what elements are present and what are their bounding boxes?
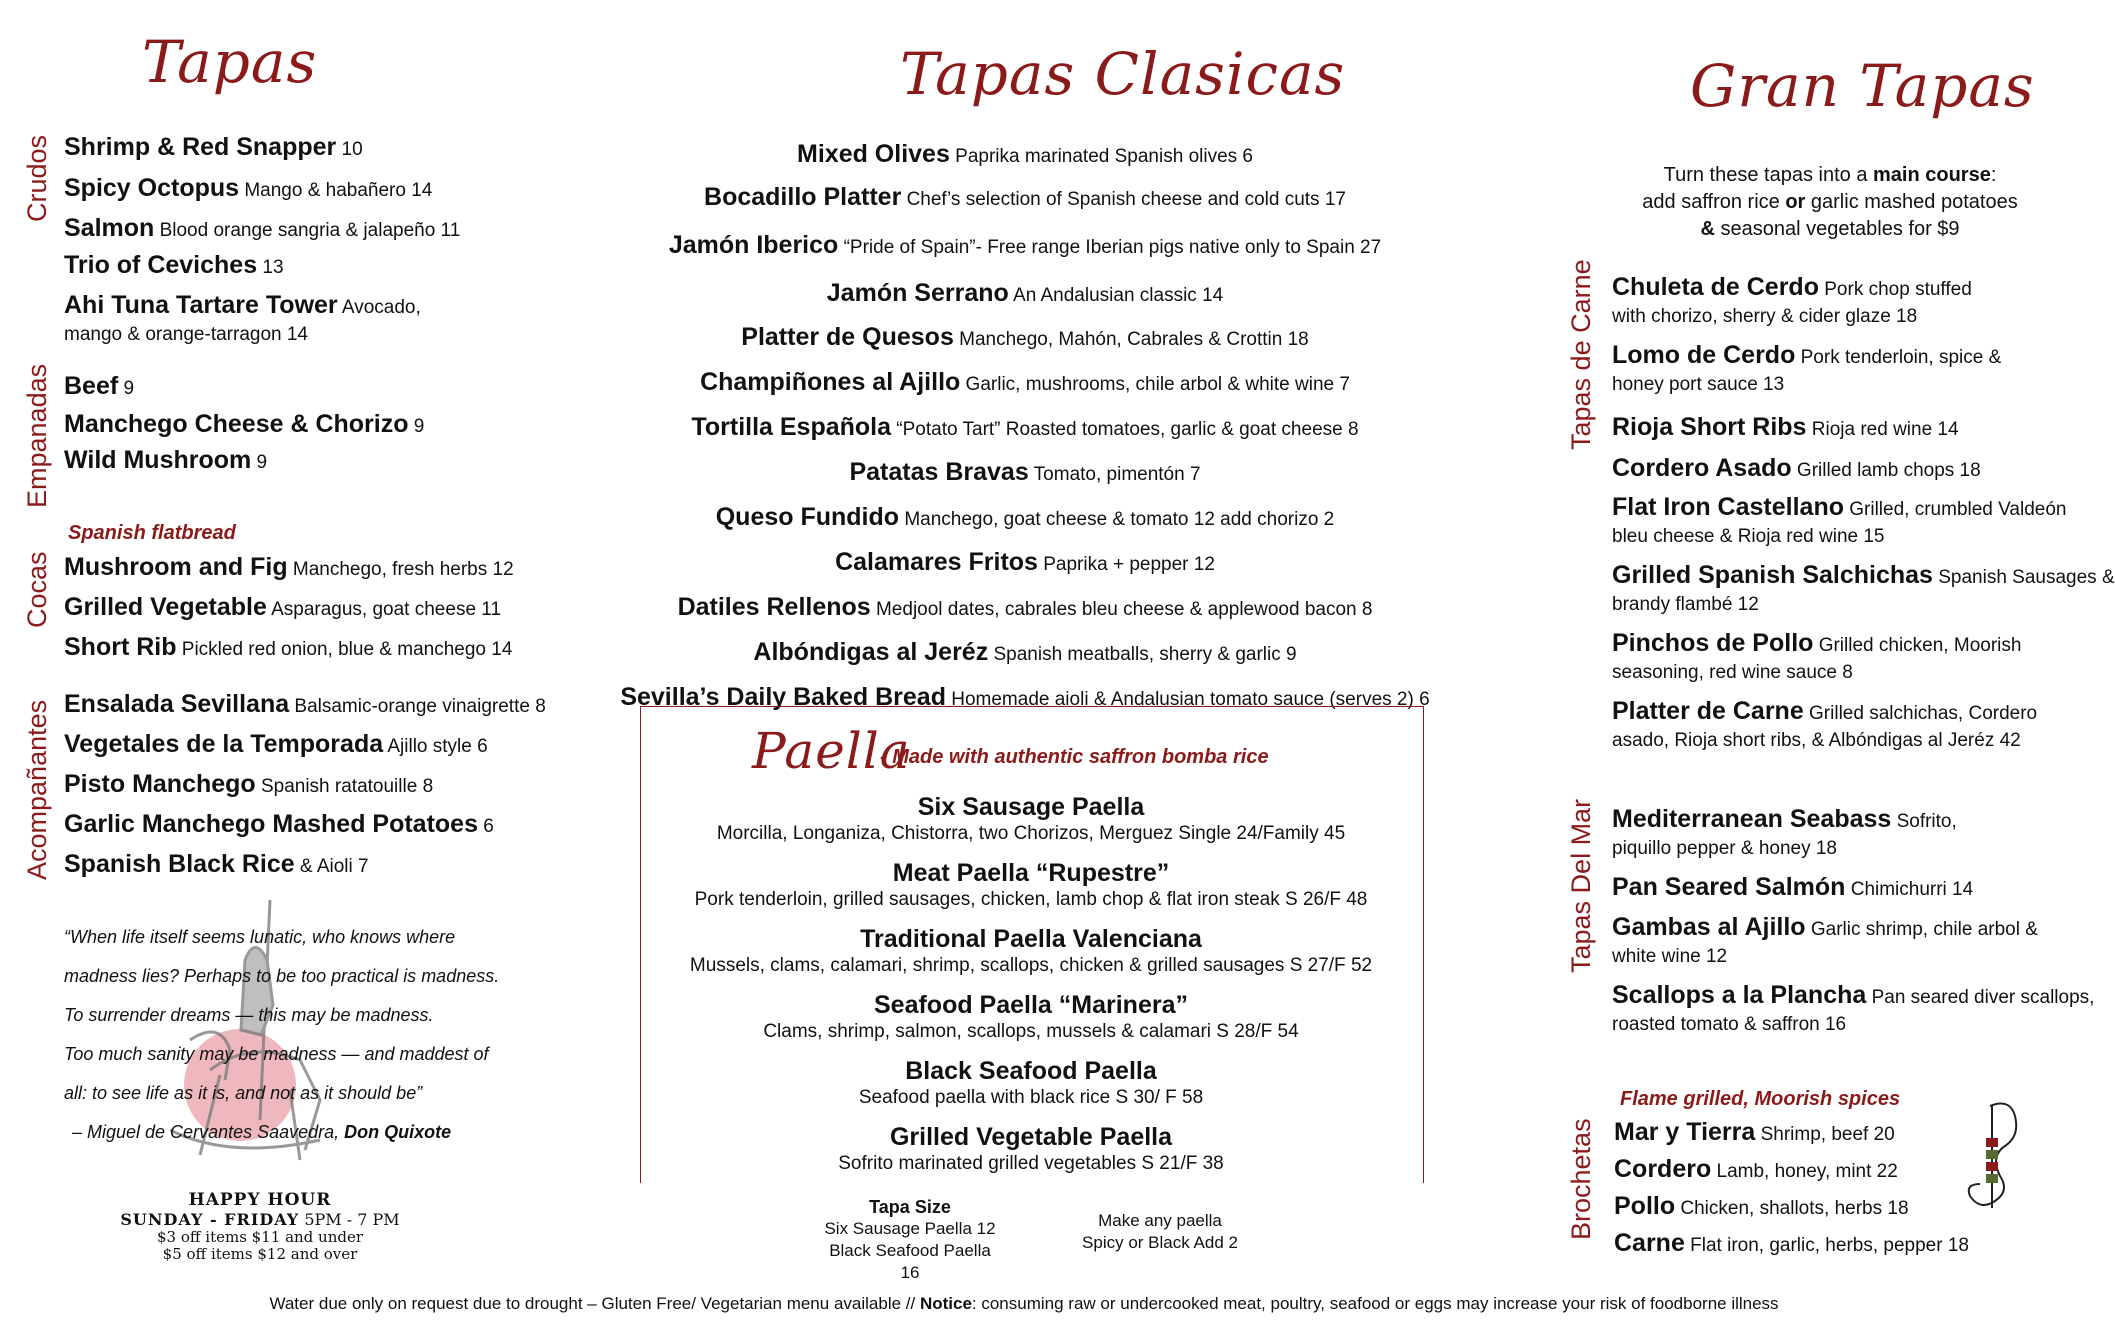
brochetas-note: Flame grilled, Moorish spices: [1620, 1088, 1901, 1110]
main-course-note: [1580, 162, 2080, 243]
item-desc: Medjool dates, cabrales bleu cheese & applewood bacon 8: [870, 599, 1373, 620]
item-desc: Ajillo style 6: [383, 736, 488, 757]
menu-item: [1612, 630, 2021, 686]
paella-desc: Seafood paella with black rice S 30/ F 58: [858, 1087, 1204, 1108]
spicy-line: Spicy or Black Add 2: [1082, 1233, 1238, 1252]
item-name: Champiñones al Ajillo: [700, 368, 961, 396]
item-desc: Pickled red onion, blue & manchego 14: [176, 639, 513, 660]
item-name: Lomo de Cerdo: [1612, 341, 1796, 369]
item-desc: 6: [478, 816, 494, 837]
item-desc: 9: [251, 452, 268, 473]
item-desc: Pork chop stuffed: [1818, 279, 1972, 300]
item-name: Pinchos de Pollo: [1612, 629, 1814, 657]
paella-item: [640, 924, 1422, 978]
item-desc: Grilled lamb chops 18: [1791, 460, 1981, 481]
paella-item: [640, 1122, 1422, 1176]
menu-item: [1612, 414, 1959, 443]
item-name: Vegetales de la Temporada: [64, 730, 384, 758]
item-name: Mixed Olives: [797, 140, 950, 168]
item-desc: Spanish ratatouille 8: [255, 776, 434, 797]
quote-attribution: [64, 1113, 499, 1152]
quote-line: “When life itself seems lunatic, who knows where: [64, 927, 456, 947]
menu-item: [64, 134, 363, 163]
intro-text: :: [1990, 164, 1997, 186]
paella-name: Six Sausage Paella: [917, 793, 1145, 821]
menu-item: [1612, 874, 1973, 903]
menu-item: [64, 771, 433, 800]
item-name: Queso Fundido: [715, 503, 900, 531]
item-desc: 9: [118, 378, 135, 399]
item-name: Sevilla’s Daily Baked Bread: [620, 683, 946, 711]
section-label-brochetas: Brochetas: [1566, 1118, 1596, 1240]
menu-item: [600, 541, 1450, 586]
menu-item: [600, 586, 1450, 631]
item-desc: Grilled salchichas, Cordero: [1803, 703, 2038, 724]
paella-item: [640, 792, 1422, 846]
item-name: Pan Seared Salmón: [1612, 873, 1846, 901]
item-desc: Paprika marinated Spanish olives 6: [949, 146, 1253, 167]
item-name: Jamón Iberico: [668, 231, 839, 259]
item-name: Ensalada Sevillana: [64, 690, 290, 718]
item-desc: Grilled, crumbled Valdeón: [1843, 499, 2067, 520]
paella-name: Seafood Paella “Marinera”: [873, 991, 1188, 1019]
paella-desc: Sofrito marinated grilled vegetables S 21/F 38: [838, 1153, 1224, 1174]
item-name: Flat Iron Castellano: [1612, 493, 1844, 521]
intro-bold: or: [1785, 191, 1806, 213]
item-desc: Mango & habañero 14: [239, 180, 433, 201]
section-label-tapas-del-mar: Tapas Del Mar: [1566, 798, 1596, 973]
paella-item: [640, 858, 1422, 912]
item-desc: Avocado,: [337, 297, 421, 318]
gran-tapas-title: Gran Tapas: [1690, 52, 2035, 120]
item-name: Salmon: [64, 214, 155, 242]
item-sub: honey port sauce 13: [1612, 374, 1785, 395]
item-desc: Garlic shrimp, chile arbol &: [1805, 919, 2038, 940]
menu-item: [600, 631, 1450, 676]
menu-item: [64, 252, 284, 281]
menu-item: [600, 273, 1450, 316]
section-label-empanadas: Empanadas: [22, 363, 52, 508]
item-name: Platter de Carne: [1612, 697, 1804, 725]
intro-text: Turn these tapas into a: [1663, 164, 1873, 186]
item-desc: 10: [336, 139, 363, 160]
item-desc: Garlic, mushrooms, chile arbol & white wine 7: [960, 374, 1350, 395]
item-name: Beef: [64, 372, 119, 400]
tapas-clasicas-title: Tapas Clasicas: [900, 40, 1346, 108]
item-name: Wild Mushroom: [64, 446, 252, 474]
item-desc: Homemade aioli & Andalusian tomato sauce (serves 2) 6: [945, 689, 1430, 710]
menu-item: [600, 451, 1450, 496]
item-desc: 13: [257, 257, 284, 278]
menu-item: [1614, 1230, 1969, 1259]
menu-item: [64, 175, 432, 204]
item-name: Manchego Cheese & Chorizo: [64, 410, 409, 438]
menu-item: [600, 220, 1450, 273]
item-name: Cordero Asado: [1612, 454, 1792, 482]
tapa-size: [820, 1196, 1000, 1284]
menu-item: [64, 811, 494, 840]
item-desc: Lamb, honey, mint 22: [1711, 1161, 1898, 1182]
paella-desc: Clams, shrimp, salmon, scallops, mussels & calamari S 28/F 54: [763, 1021, 1299, 1042]
item-desc: Rioja red wine 14: [1806, 419, 1959, 440]
item-name: Calamares Fritos: [835, 548, 1038, 576]
quote-line: madness lies? Perhaps to be too practical is madness.: [64, 966, 500, 986]
menu-item: [1612, 914, 2038, 970]
clasicas-list: [600, 134, 1450, 721]
menu-item: [64, 554, 514, 583]
item-sub: with chorizo, sherry & cider glaze 18: [1612, 306, 1918, 327]
item-name: Bocadillo Platter: [704, 183, 902, 211]
item-name: Trio of Ceviches: [64, 251, 258, 279]
menu-item: [64, 215, 460, 244]
skewer-illustration: [1960, 1098, 2030, 1218]
item-desc: Balsamic-orange vinaigrette 8: [289, 696, 546, 717]
section-label-cocas: Cocas: [22, 551, 52, 628]
happy-hour-line: $3 off items $11 and under: [156, 1228, 364, 1246]
tapas-title: Tapas: [142, 28, 318, 96]
spicy-line: Make any paella: [1098, 1211, 1222, 1230]
happy-hour-time: 5PM - 7 PM: [299, 1210, 400, 1229]
item-desc: Tomato, pimentón 7: [1028, 464, 1201, 485]
item-name: Patatas Bravas: [849, 458, 1029, 486]
flatbread-note: Spanish flatbread: [68, 522, 236, 544]
paella-item: [640, 1056, 1422, 1110]
quote-line: To surrender dreams — this may be madness.: [64, 1005, 434, 1025]
menu-item: [64, 691, 546, 720]
item-desc: An Andalusian classic 14: [1008, 285, 1224, 306]
tapa-size-line: Six Sausage Paella 12: [824, 1219, 996, 1238]
intro-text: seasonal vegetables for $9: [1714, 218, 1960, 240]
footer-notice: [0, 1294, 2048, 1314]
menu-item: [64, 851, 369, 880]
item-sub: roasted tomato & saffron 16: [1612, 1014, 1847, 1035]
menu-item: [1614, 1119, 1895, 1148]
happy-hour-days: SUNDAY - FRIDAY: [120, 1210, 300, 1229]
section-label-tapas-de-carne: Tapas de Carne: [1566, 259, 1596, 450]
menu-item: [1612, 342, 2001, 398]
item-name: Garlic Manchego Mashed Potatoes: [64, 810, 478, 838]
intro-text: garlic mashed potatoes: [1805, 191, 2018, 213]
menu-item: [1612, 982, 2094, 1038]
item-sub: brandy flambé 12: [1612, 594, 1759, 615]
item-desc: Asparagus, goat cheese 11: [266, 599, 502, 620]
quote-book: Don Quixote: [344, 1122, 452, 1142]
item-name: Short Rib: [64, 633, 177, 661]
item-desc: Chimichurri 14: [1845, 879, 1974, 900]
item-name: Ahi Tuna Tartare Tower: [64, 291, 338, 319]
happy-hour-line: $5 off items $12 and over: [162, 1245, 358, 1263]
menu-item: [64, 634, 512, 663]
item-desc: Chef’s selection of Spanish cheese and cold cuts 17: [901, 189, 1346, 210]
item-name: Mushroom and Fig: [64, 553, 288, 581]
item-desc: Grilled chicken, Moorish: [1813, 635, 2022, 656]
quote: [64, 918, 499, 1152]
item-sub: seasoning, red wine sauce 8: [1612, 662, 1853, 683]
item-desc: “Potato Tart” Roasted tomatoes, garlic & goat cheese 8: [891, 419, 1359, 440]
item-desc: Pan seared diver scallops,: [1866, 987, 2095, 1008]
menu-item: [1612, 806, 1957, 862]
item-name: Datiles Rellenos: [677, 593, 871, 621]
footer-text: : consuming raw or undercooked meat, poultry, seafood or eggs may increase your risk of foodborne illness: [971, 1294, 1779, 1313]
item-name: Albóndigas al Jeréz: [753, 638, 989, 666]
happy-hour-title: HAPPY HOUR: [188, 1190, 332, 1210]
item-sub: bleu cheese & Rioja red wine 15: [1612, 526, 1885, 547]
item-desc: “Pride of Spain”- Free range Iberian pigs native only to Spain 27: [838, 237, 1382, 258]
item-desc: Spanish Sausages &: [1932, 567, 2115, 588]
item-desc: Flat iron, garlic, herbs, pepper 18: [1684, 1235, 1969, 1256]
menu-item: [1614, 1156, 1898, 1185]
section-label-acompanantes: Acompañantes: [22, 699, 52, 880]
item-desc: Manchego, goat cheese & tomato 12 add chorizo 2: [899, 509, 1335, 530]
menu-item: [64, 594, 501, 623]
item-desc: Pork tenderloin, spice &: [1795, 347, 2002, 368]
item-desc: Chicken, shallots, herbs 18: [1675, 1198, 1909, 1219]
item-sub: asado, Rioja short ribs, & Albóndigas al Jeréz 42: [1612, 730, 2021, 751]
item-name: Gambas al Ajillo: [1612, 913, 1806, 941]
intro-bold: &: [1700, 218, 1715, 240]
footer-notice-label: Notice: [919, 1294, 972, 1313]
menu-item: [1612, 494, 2066, 550]
item-name: Cordero: [1614, 1155, 1712, 1183]
paella-name: Black Seafood Paella: [905, 1057, 1157, 1085]
section-label-crudos: Crudos: [22, 134, 52, 222]
item-name: Tortilla Española: [691, 413, 892, 441]
item-name: Platter de Quesos: [741, 323, 954, 351]
paella-desc: Pork tenderloin, grilled sausages, chicken, lamb chop & flat iron steak S 26/F 48: [694, 889, 1368, 910]
item-sub: mango & orange-tarragon 14: [64, 324, 308, 345]
intro-text: add saffron rice: [1642, 191, 1786, 213]
menu-item: [600, 316, 1450, 361]
paella-item: [640, 990, 1422, 1044]
happy-hour: [110, 1190, 410, 1263]
paella-name: Traditional Paella Valenciana: [860, 925, 1202, 953]
item-name: Spanish Black Rice: [64, 850, 295, 878]
menu-item: [1614, 1193, 1909, 1222]
menu-item: [64, 292, 421, 348]
menu-item: [1612, 698, 2037, 754]
item-name: Spicy Octopus: [64, 174, 240, 202]
menu-item: [1612, 455, 1981, 484]
paella-title: Paella: [752, 722, 911, 780]
item-name: Grilled Vegetable: [64, 593, 267, 621]
menu-item: [64, 373, 134, 402]
quote-author: – Miguel de Cervantes Saavedra,: [72, 1122, 345, 1142]
item-name: Rioja Short Ribs: [1612, 413, 1807, 441]
spicy-note: [1070, 1210, 1250, 1254]
paella-desc: Mussels, clams, calamari, shrimp, scallops, chicken & grilled sausages S 27/F 52: [689, 955, 1373, 976]
menu-item: [600, 496, 1450, 541]
menu-item: [1612, 274, 1972, 330]
item-desc: Manchego, fresh herbs 12: [287, 559, 514, 580]
menu-item: [600, 177, 1450, 220]
item-desc: Shrimp, beef 20: [1755, 1124, 1895, 1145]
item-desc: Sofrito,: [1891, 811, 1957, 832]
item-desc: Blood orange sangria & jalapeño 11: [154, 220, 461, 241]
item-sub: white wine 12: [1612, 946, 1728, 967]
item-name: Pisto Manchego: [64, 770, 256, 798]
paella-name: Grilled Vegetable Paella: [889, 1123, 1173, 1151]
item-name: Jamón Serrano: [826, 279, 1009, 307]
quote-line: all: to see life as it is, and not as it should be”: [64, 1083, 423, 1103]
item-desc: Paprika + pepper 12: [1037, 554, 1215, 575]
paella-tagline: - Made with authentic saffron bomba rice: [880, 746, 1269, 768]
tapa-size-title: Tapa Size: [869, 1197, 951, 1217]
intro-bold: main course: [1873, 164, 1991, 186]
quote-line: Too much sanity may be madness — and maddest of: [64, 1044, 489, 1064]
paella-list: [640, 792, 1422, 1188]
menu-item: [600, 361, 1450, 406]
item-name: Grilled Spanish Salchichas: [1612, 561, 1933, 589]
menu-item: [600, 134, 1450, 177]
item-desc: 9: [408, 416, 425, 437]
item-desc: Manchego, Mahón, Cabrales & Crottin 18: [953, 329, 1309, 350]
menu-item: [64, 731, 488, 760]
tapa-size-line: Black Seafood Paella 16: [829, 1241, 991, 1282]
paella-name: Meat Paella “Rupestre”: [892, 859, 1170, 887]
item-desc: Spanish meatballs, sherry & garlic 9: [988, 644, 1297, 665]
item-name: Mar y Tierra: [1614, 1118, 1756, 1146]
item-name: Mediterranean Seabass: [1612, 805, 1892, 833]
menu-item: [600, 406, 1450, 451]
item-name: Carne: [1614, 1229, 1685, 1257]
item-name: Shrimp & Red Snapper: [64, 133, 337, 161]
item-name: Scallops a la Plancha: [1612, 981, 1867, 1009]
item-sub: piquillo pepper & honey 18: [1612, 838, 1838, 859]
menu-item: [64, 411, 424, 440]
footer-text: Water due only on request due to drought – Gluten Free/ Vegetarian menu available //: [269, 1294, 920, 1313]
item-name: Pollo: [1614, 1192, 1676, 1220]
item-name: Chuleta de Cerdo: [1612, 273, 1819, 301]
item-desc: & Aioli 7: [294, 856, 369, 877]
menu-item: [1612, 562, 2115, 618]
paella-desc: Morcilla, Longaniza, Chistorra, two Chorizos, Merguez Single 24/Family 45: [716, 823, 1346, 844]
menu-item: [64, 447, 267, 476]
